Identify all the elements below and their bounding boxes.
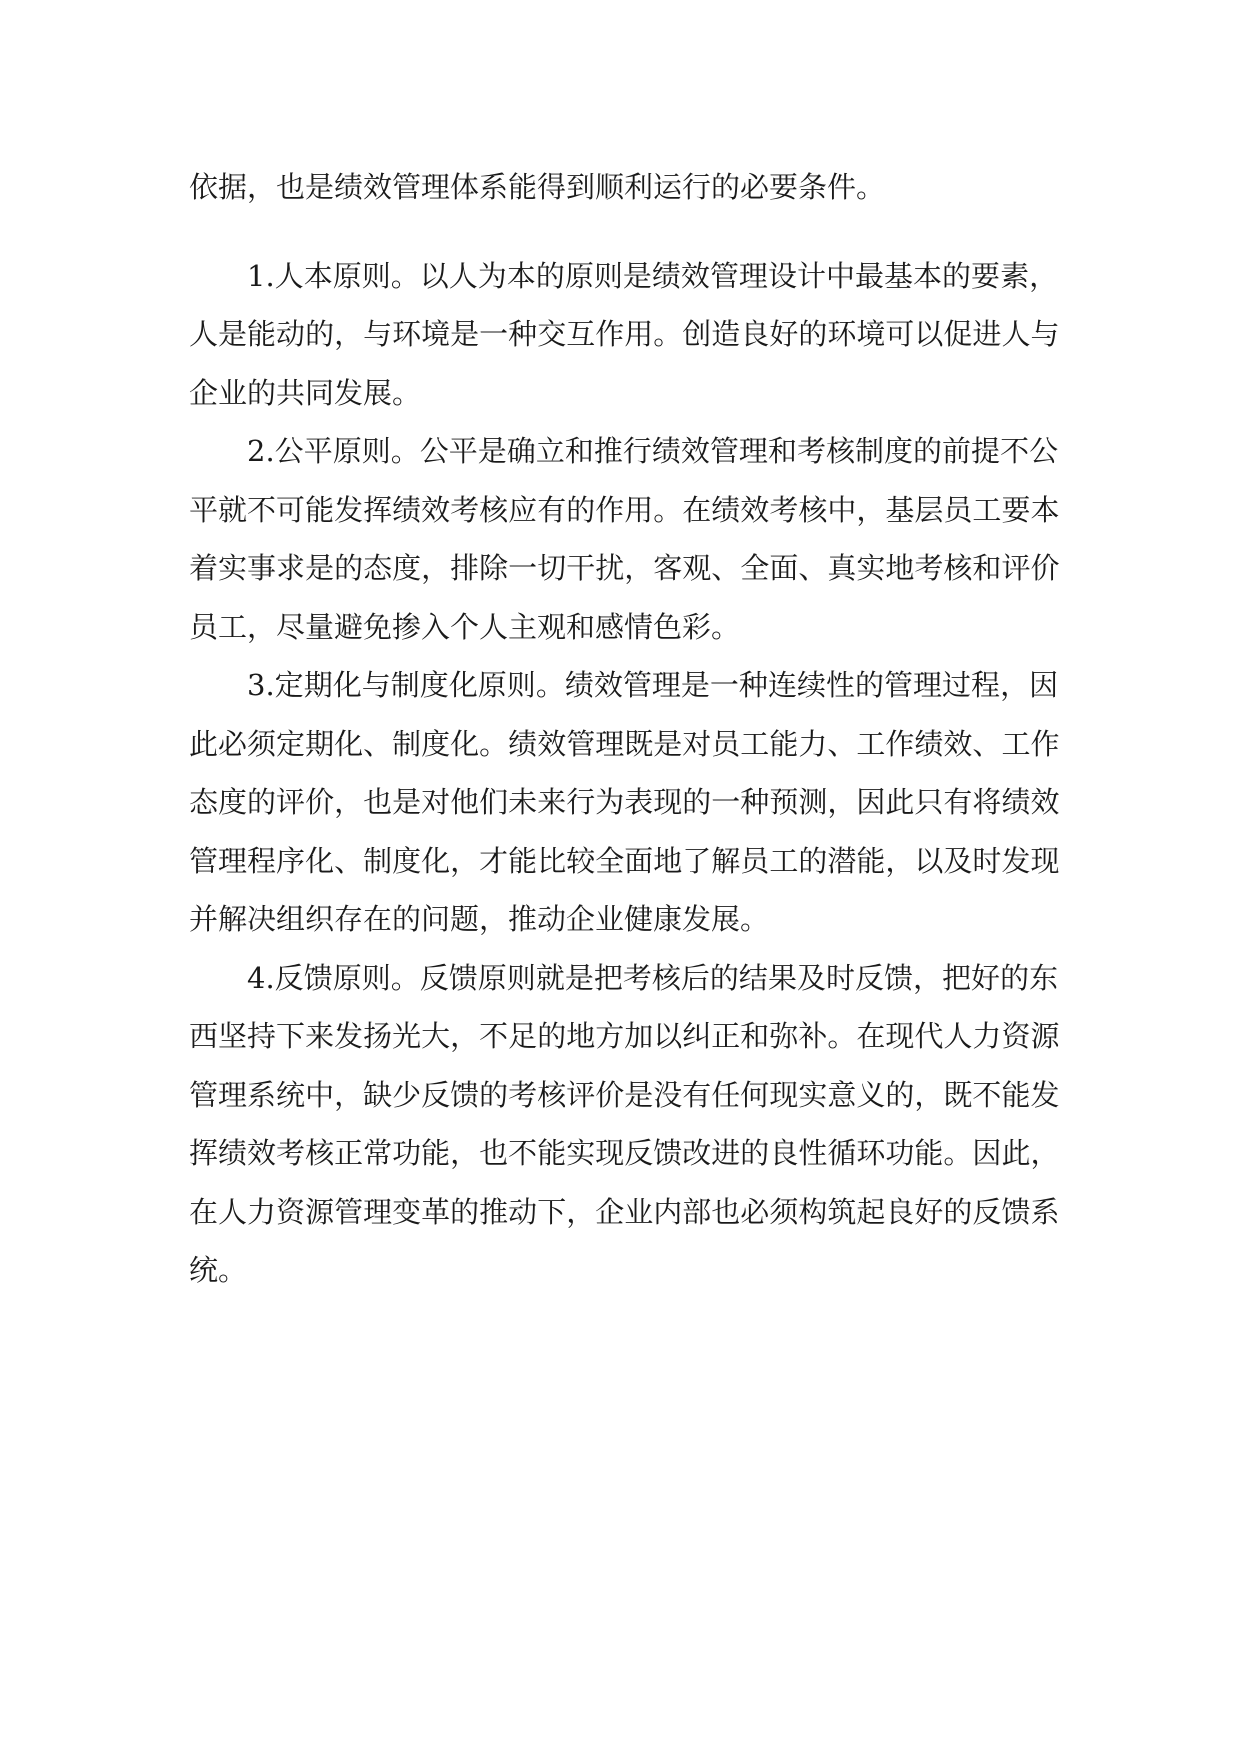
text-line: 管 理 系 统 中 ， 缺 少 反 馈 的 考 核 评 价 是 没 有 任 何 现 实 意 义 的 ， 既 不 能 发 (189, 1077, 1060, 1112)
principle-people-oriented (189, 247, 1060, 423)
text-line: 在 人 力 资 源 管 理 变 革 的 推 动 下 ， 企 业 内 部 也 必 须 构 筑 起 良 好 的 反 馈 系 (189, 1194, 1060, 1229)
text-line: 态 度 的 评 价 ， 也 是 对 他 们 未 来 行 为 表 现 的 一 种 预 测 ， 因 此 只 有 将 绩 效 (189, 785, 1060, 819)
text-line: 管 理 程 序 化 、 制 度 化 ， 才 能 比 较 全 面 地 了 解 员 工 的 潜 能 ， 以 及 时 发 现 (189, 843, 1060, 878)
text-line: 着 实 事 求 是 的 态 度 ， 排 除 一 切 干 扰 ， 客 观 、 全 面 、 真 实 地 考 核 和 评 价 (189, 551, 1060, 585)
text-line: 4 . 反 馈 原 则 。 反 馈 原 则 就 是 把 考 核 后 的 结 果 及 时 反 馈 ， 把 好 的 东 (247, 960, 1059, 995)
text-line: 2 . 公 平 原 则 。 公 平 是 确 立 和 推 行 绩 效 管 理 和 考 核 制 度 的 前 提 不 公 (247, 434, 1059, 468)
text-line: 西 坚 持 下 来 发 扬 光 大 ， 不 足 的 地 方 加 以 纠 正 和 弥 补 。 在 现 代 人 力 资 源 (189, 1019, 1060, 1053)
text-line: 企业的共同发展。 (189, 375, 422, 410)
text-line: 平 就 不 可 能 发 挥 绩 效 考 核 应 有 的 作 用 。 在 绩 效 考 核 中 ， 基 层 员 工 要 本 (189, 492, 1060, 527)
document-body (189, 158, 1060, 1300)
text-line: 3 . 定 期 化 与 制 度 化 原 则 。 绩 效 管 理 是 一 种 连 续 性 的 管 理 过 程 ， 因 (247, 668, 1059, 702)
continuation-paragraph (189, 158, 1053, 217)
text-line: 员工，尽量避免掺入个人主观和感情色彩。 (189, 609, 741, 644)
text-line: 挥 绩 效 考 核 正 常 功 能 ， 也 不 能 实 现 反 馈 改 进 的 良 性 循 环 功 能 。 因 此 ， (189, 1136, 1060, 1170)
text-line: 此 必 须 定 期 化 、 制 度 化 。 绩 效 管 理 既 是 对 员 工 能 力 、 工 作 绩 效 、 工 作 (189, 726, 1060, 761)
principle-fairness (189, 422, 1060, 656)
text-line: 并解决组织存在的问题，推动企业健康发展。 (189, 902, 770, 936)
principle-regularization (189, 656, 1060, 949)
text-line: 统。 (189, 1253, 248, 1287)
text-line: 人 是 能 动 的 ， 与 环 境 是 一 种 交 互 作 用 。 创 造 良 好 的 环 境 可 以 促 进 人 与 (189, 317, 1060, 351)
text-line: 依据，也是绩效管理体系能得到顺利运行的必要条件。 (189, 170, 886, 204)
text-line: 1 . 人 本 原 则 。 以 人 为 本 的 原 则 是 绩 效 管 理 设 计 中 最 基 本 的 要 素 ， (247, 258, 1059, 293)
principle-feedback (189, 949, 1060, 1300)
